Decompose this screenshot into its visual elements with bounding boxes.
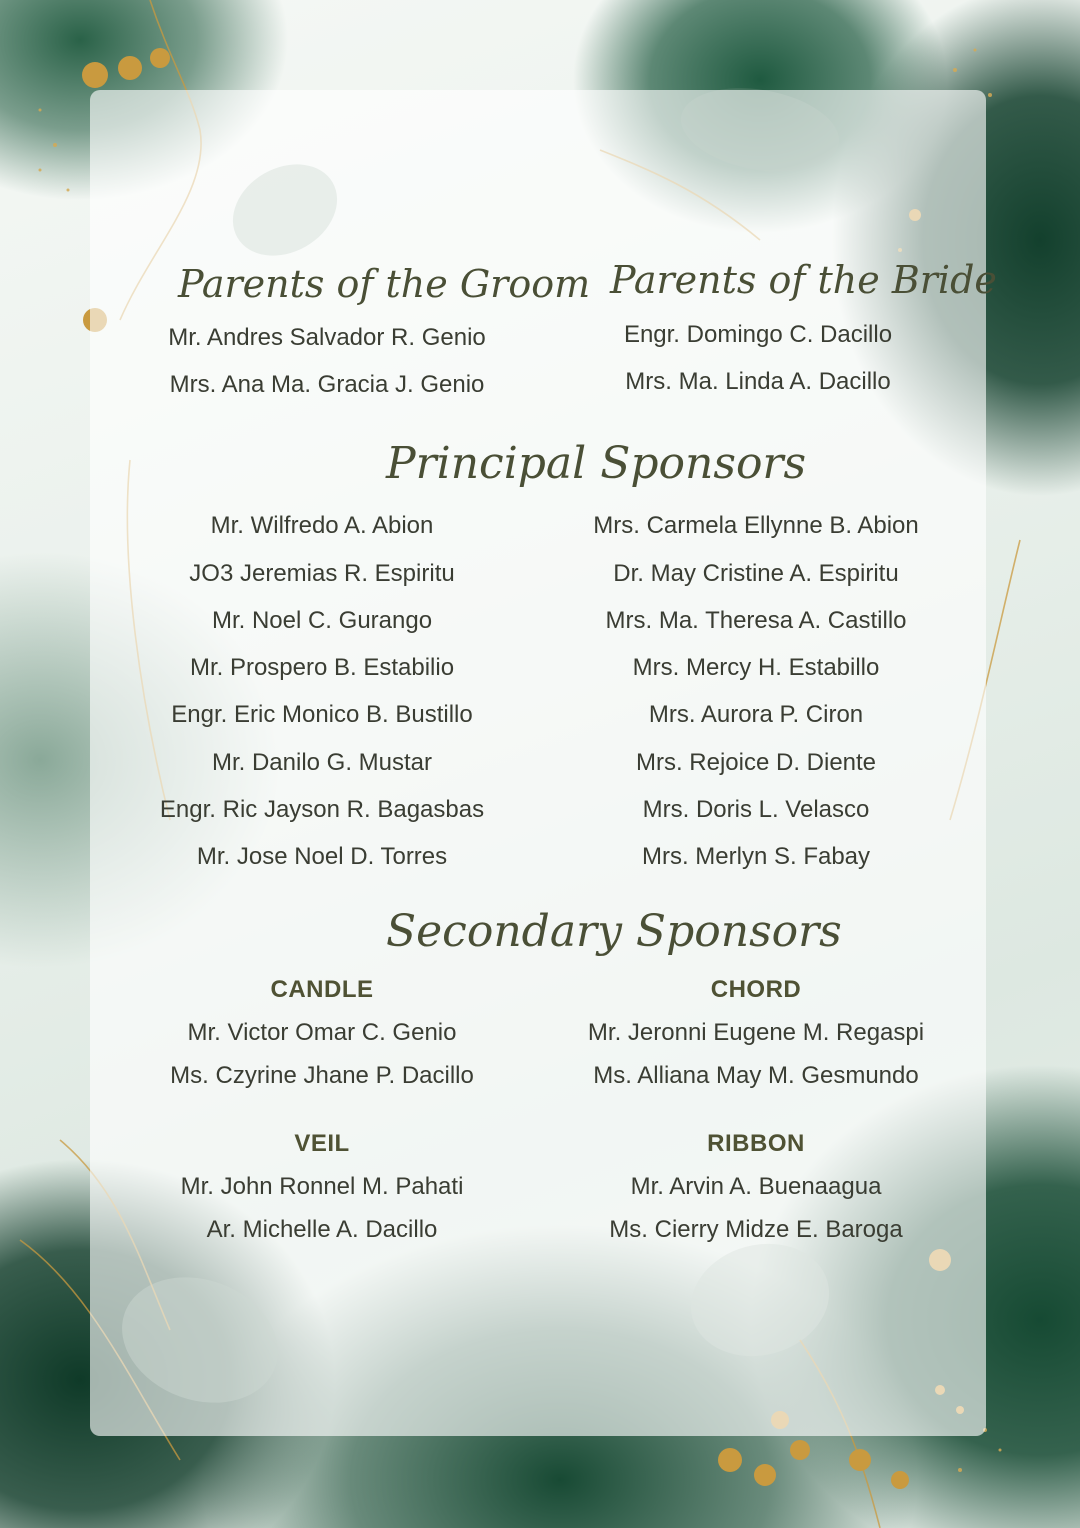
ribbon-sponsor-name: Mr. Arvin A. Buenaagua	[630, 1173, 882, 1200]
candle-sponsor-name: Ms. Czyrine Jhane P. Dacillo	[170, 1062, 474, 1089]
chord-role-title: CHORD	[710, 976, 802, 1003]
principal-sponsor-name: Mrs. Doris L. Velasco	[642, 796, 870, 823]
principal-sponsor-name: Mrs. Mercy H. Estabillo	[632, 654, 880, 681]
principal-sponsor-name: Mr. Noel C. Gurango	[211, 607, 433, 634]
parents-of-bride-heading: Parents of the Bride	[610, 258, 997, 302]
ribbon-sponsor-name: Ms. Cierry Midze E. Baroga	[609, 1216, 903, 1243]
principal-sponsor-name: Mr. Jose Noel D. Torres	[196, 843, 448, 870]
principal-sponsor-name: Mrs. Aurora P. Ciron	[648, 701, 864, 728]
secondary-sponsors-heading: Secondary Sponsors	[386, 906, 842, 957]
principal-sponsor-name: Engr. Eric Monico B. Bustillo	[171, 701, 473, 728]
principal-sponsor-name: Mr. Prospero B. Estabilio	[189, 654, 455, 681]
chord-sponsor-name: Ms. Alliana May M. Gesmundo	[593, 1062, 919, 1089]
principal-sponsor-name: Mrs. Ma. Theresa A. Castillo	[605, 607, 907, 634]
chord-sponsor-name: Mr. Jeronni Eugene M. Regaspi	[587, 1019, 925, 1046]
principal-sponsor-name: Mrs. Rejoice D. Diente	[635, 749, 877, 776]
bride-parent-name: Mrs. Ma. Linda A. Dacillo	[625, 368, 891, 395]
candle-sponsor-name: Mr. Victor Omar C. Genio	[187, 1019, 457, 1046]
principal-sponsor-name: Dr. May Cristine A. Espiritu	[613, 560, 899, 587]
principal-sponsor-name: Mrs. Carmela Ellynne B. Abion	[593, 512, 919, 539]
candle-role-title: CANDLE	[270, 976, 374, 1003]
veil-sponsor-name: Mr. John Ronnel M. Pahati	[180, 1173, 464, 1200]
veil-role-title: VEIL	[294, 1130, 350, 1157]
principal-sponsor-name: Mr. Danilo G. Mustar	[211, 749, 433, 776]
veil-sponsor-name: Ar. Michelle A. Dacillo	[206, 1216, 438, 1243]
parents-of-groom-heading: Parents of the Groom	[178, 262, 591, 306]
principal-sponsor-name: JO3 Jeremias R. Espiritu	[189, 560, 455, 587]
principal-sponsor-name: Mr. Wilfredo A. Abion	[210, 512, 434, 539]
ribbon-role-title: RIBBON	[707, 1130, 805, 1157]
principal-sponsor-name: Mrs. Merlyn S. Fabay	[641, 843, 871, 870]
groom-parent-name: Mr. Andres Salvador R. Genio	[168, 324, 486, 351]
groom-parent-name: Mrs. Ana Ma. Gracia J. Genio	[169, 371, 485, 398]
bride-parent-name: Engr. Domingo C. Dacillo	[623, 321, 893, 348]
principal-sponsor-name: Engr. Ric Jayson R. Bagasbas	[159, 796, 485, 823]
principal-sponsors-heading: Principal Sponsors	[386, 438, 807, 489]
